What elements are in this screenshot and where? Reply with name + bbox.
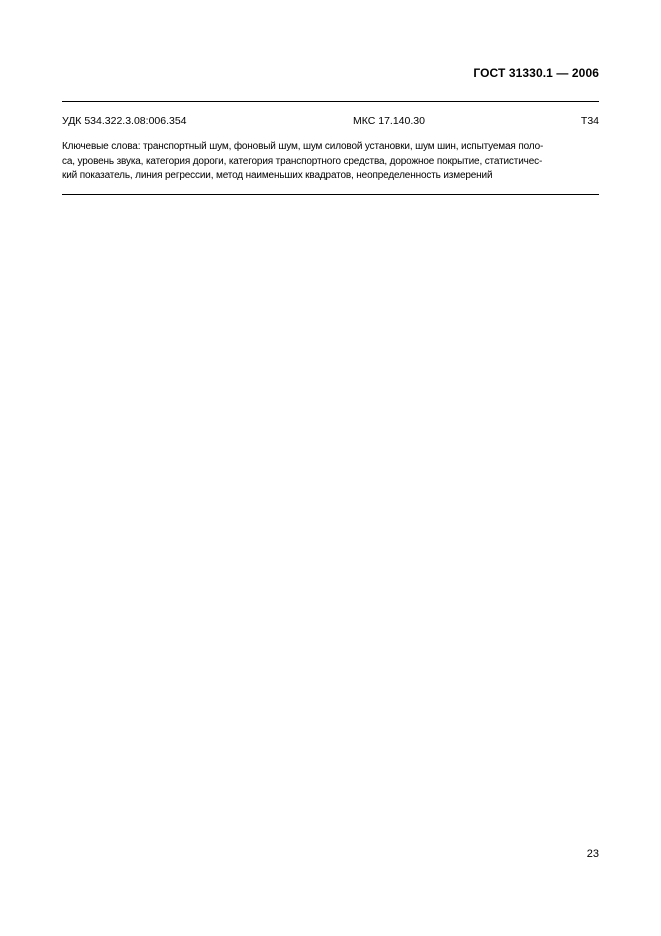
standard-code-header: ГОСТ 31330.1 — 2006 [473,66,599,80]
bottom-divider [62,194,599,195]
classification-row [62,115,599,131]
keywords-line: Ключевые слова: транспортный шум, фоновый шум, шум силовой установки, шум шин, испытуемая поло- [62,141,544,152]
keywords-paragraph [62,140,599,184]
category-code: Т34 [580,115,599,127]
udc-code: УДК 534.322.3.08:006.354 [62,115,187,127]
mks-code: МКС 17.140.30 [353,115,425,127]
page-number: 23 [586,848,599,860]
top-divider [62,101,599,102]
keywords-line: са, уровень звука, категория дороги, категория транспортного средства, дорожное покрытие, статистичес- [62,155,543,167]
keywords-line: кий показатель, линия регрессии, метод наименьших квадратов, неопределенность измерений [62,170,493,181]
